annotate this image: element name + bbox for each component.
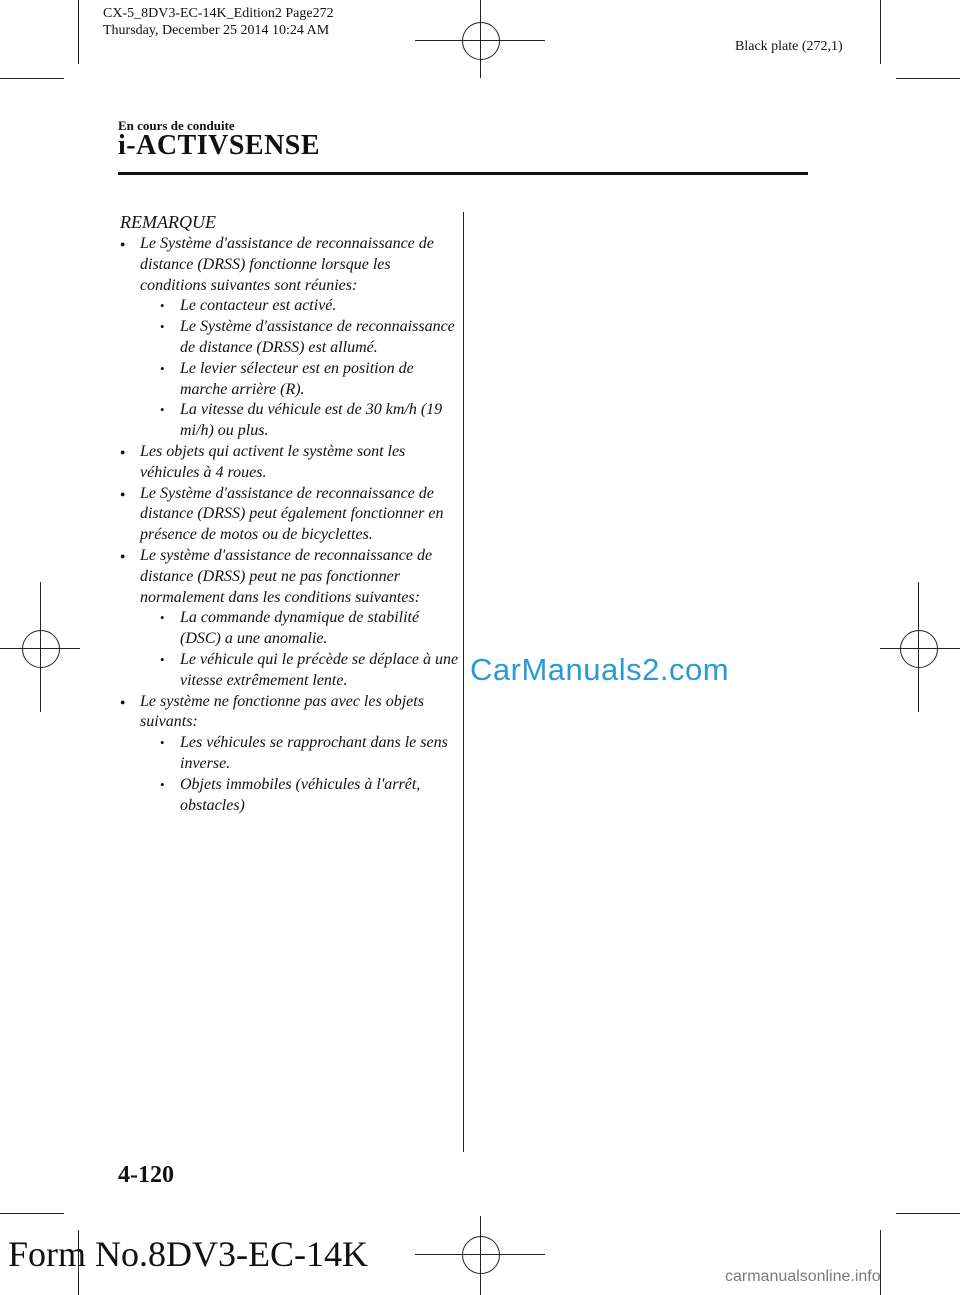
note-subitem: • Le Système d'assistance de reconnaissance de distance (DRSS) est allumé. [160, 317, 460, 359]
plate-label: Black plate (272,1) [735, 39, 843, 54]
page-title: i-ACTIVSENSE [118, 130, 321, 161]
note-item-text: Les objets qui activent le système sont les véhicules à 4 roues. [140, 442, 406, 481]
column-divider [463, 212, 464, 1152]
note-box [120, 210, 460, 816]
note-subitem: • Le véhicule qui le précède se déplace à une vitesse extrêmement lente. [160, 650, 460, 692]
note-sublist [140, 733, 460, 816]
section-label: En cours de conduite [118, 118, 235, 133]
note-subitem: • Les véhicules se rapprochant dans le sens inverse. [160, 733, 460, 775]
note-item [120, 234, 460, 442]
footer-site-link[interactable]: carmanualsonline.info [725, 1268, 881, 1285]
note-item-text: Le système d'assistance de reconnaissance de distance (DRSS) peut ne pas fonctionner normalement dans les conditions suivantes: [140, 546, 433, 606]
note-item-text: Le Système d'assistance de reconnaissance de distance (DRSS) fonctionne lorsque les conditions suivantes sont réunies: [140, 235, 434, 294]
note-sublist [140, 296, 460, 442]
note-list [120, 234, 460, 816]
note-item [120, 546, 460, 692]
note-item [120, 692, 460, 817]
note-item-text: Le système ne fonctionne pas avec les objets suivants: [140, 692, 424, 731]
note-sublist [140, 608, 460, 691]
note-item [120, 484, 460, 546]
note-subitem: • Objets immobiles (véhicules à l'arrêt, obstacles) [160, 775, 460, 817]
print-timestamp: Thursday, December 25 2014 10:24 AM [103, 23, 330, 38]
title-rule [118, 172, 808, 175]
note-subitem: • Le levier sélecteur est en position de marche arrière (R). [160, 359, 460, 401]
page-number: 4-120 [118, 1162, 174, 1188]
note-item-text: Le Système d'assistance de reconnaissance de distance (DRSS) peut également fonctionner en présence de motos ou de bicyclettes. [140, 484, 444, 544]
print-job-line: CX-5_8DV3-EC-14K_Edition2 Page272 [103, 6, 334, 21]
carmanuals-watermark-link[interactable]: CarManuals2.com [470, 652, 730, 687]
note-item [120, 442, 460, 484]
note-subitem: • Le contacteur est activé. [160, 296, 460, 317]
note-subitem: • La vitesse du véhicule est de 30 km/h (19 mi/h) ou plus. [160, 400, 460, 442]
note-subitem: • La commande dynamique de stabilité (DSC) a une anomalie. [160, 608, 460, 650]
form-number: Form No.8DV3-EC-14K [8, 1234, 368, 1274]
note-heading: REMARQUE [120, 212, 216, 232]
